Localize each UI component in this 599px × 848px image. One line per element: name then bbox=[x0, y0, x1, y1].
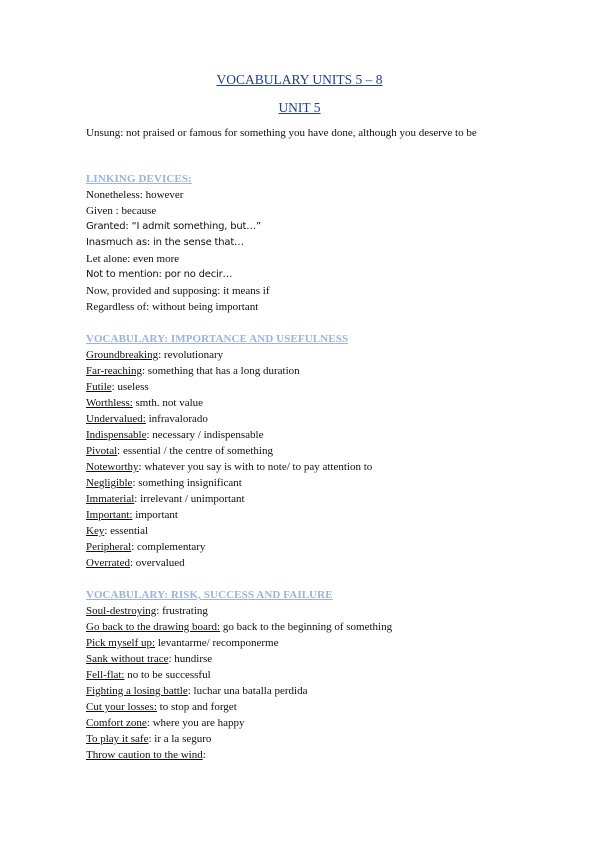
list-item: Now, provided and supposing: it means if bbox=[86, 285, 270, 297]
vocab-definition: important bbox=[132, 509, 178, 521]
vocab-definition: : whatever you say is with to note/ to pay attention to bbox=[138, 461, 373, 473]
list-item bbox=[86, 715, 546, 731]
vocab-definition: : bbox=[202, 749, 206, 761]
list-item: Nonetheless: however bbox=[86, 189, 184, 201]
vocab-definition: : revolutionary bbox=[158, 349, 224, 361]
list-item bbox=[86, 459, 546, 475]
vocab-term: Undervalued: bbox=[86, 413, 146, 425]
vocab-term: Futile bbox=[86, 381, 112, 393]
risk-heading: VOCABULARY: RISK, SUCCESS AND FAILURE bbox=[86, 589, 333, 601]
list-item bbox=[86, 651, 546, 667]
list-item bbox=[86, 395, 546, 411]
list-item: Let alone: even more bbox=[86, 253, 180, 265]
linking-devices-list bbox=[86, 187, 546, 315]
linking-devices-heading: LINKING DEVICES: bbox=[86, 173, 192, 185]
unit-title: UNIT 5 bbox=[278, 100, 321, 115]
list-item bbox=[86, 555, 546, 571]
vocab-definition: : irrelevant / unimportant bbox=[134, 493, 245, 505]
vocab-definition: : ir a la seguro bbox=[148, 733, 212, 745]
list-item: Regardless of: without being important bbox=[86, 301, 259, 313]
vocab-term: Comfort zone bbox=[86, 717, 147, 729]
vocab-definition: : essential bbox=[104, 525, 149, 537]
list-item bbox=[86, 667, 546, 683]
vocab-definition: to stop and forget bbox=[156, 701, 237, 713]
vocab-definition: : hundirse bbox=[168, 653, 213, 665]
vocab-term: Important: bbox=[86, 509, 133, 521]
vocab-term: Fell-flat: bbox=[86, 669, 125, 681]
vocab-definition: go back to the beginning of something bbox=[220, 621, 393, 633]
vocab-term: Far-reaching bbox=[86, 365, 142, 377]
vocab-term: Pick myself up: bbox=[86, 637, 156, 649]
list-item bbox=[86, 491, 546, 507]
vocab-definition: : necessary / indispensable bbox=[146, 429, 264, 441]
list-item bbox=[86, 603, 546, 619]
intro-definition: Unsung: not praised or famous for something you have done, although you deserve to be bbox=[86, 127, 477, 139]
vocab-term: Overrated bbox=[86, 557, 130, 569]
vocab-term: Throw caution to the wind bbox=[86, 749, 203, 761]
vocab-term: Pivotal bbox=[86, 445, 118, 457]
vocab-definition: : complementary bbox=[131, 541, 206, 553]
list-item bbox=[86, 363, 546, 379]
list-item: Given : because bbox=[86, 205, 157, 217]
document-title: VOCABULARY UNITS 5 – 8 bbox=[216, 72, 383, 87]
vocab-term: Immaterial bbox=[86, 493, 135, 505]
vocab-definition: : something insignificant bbox=[132, 477, 242, 489]
list-item bbox=[86, 619, 546, 635]
list-item bbox=[86, 411, 546, 427]
vocab-definition: : something that has a long duration bbox=[141, 365, 300, 377]
vocab-definition: : overvalued bbox=[129, 557, 185, 569]
list-item bbox=[86, 475, 546, 491]
vocab-definition: : luchar una batalla perdida bbox=[187, 685, 308, 697]
vocab-term: Soul-destroying bbox=[86, 605, 157, 617]
importance-list bbox=[86, 347, 546, 571]
vocab-term: Fighting a losing battle bbox=[86, 685, 188, 697]
risk-list bbox=[86, 603, 546, 763]
vocab-term: Peripheral bbox=[86, 541, 132, 553]
vocab-term: Cut your losses: bbox=[86, 701, 157, 713]
vocab-definition: : where you are happy bbox=[146, 717, 245, 729]
vocab-definition: : essential / the centre of something bbox=[117, 445, 273, 457]
list-item bbox=[86, 747, 546, 763]
vocab-term: Negligible bbox=[86, 477, 133, 489]
vocab-term: Key bbox=[86, 525, 105, 537]
vocab-term: Groundbreaking bbox=[86, 349, 159, 361]
list-item bbox=[86, 699, 546, 715]
list-item bbox=[86, 379, 546, 395]
vocab-term: Indispensable bbox=[86, 429, 147, 441]
list-item bbox=[86, 683, 546, 699]
list-item bbox=[86, 635, 546, 651]
list-item: Not to mention: por no decir… bbox=[86, 269, 233, 280]
vocab-definition: levantarme/ recomponerme bbox=[155, 637, 279, 649]
list-item bbox=[86, 347, 546, 363]
list-item bbox=[86, 731, 546, 747]
vocab-definition: no to be successful bbox=[124, 669, 211, 681]
vocab-definition: infravalorado bbox=[145, 413, 208, 425]
list-item: Inasmuch as: in the sense that… bbox=[86, 237, 244, 248]
list-item bbox=[86, 507, 546, 523]
vocab-definition: smth. not value bbox=[132, 397, 204, 409]
list-item bbox=[86, 443, 546, 459]
list-item bbox=[86, 523, 546, 539]
vocab-term: To play it safe bbox=[86, 733, 149, 745]
vocab-definition: : frustrating bbox=[156, 605, 208, 617]
vocab-term: Worthless: bbox=[86, 397, 133, 409]
vocab-definition: : useless bbox=[111, 381, 149, 393]
list-item bbox=[86, 539, 546, 555]
list-item: Granted: “I admit something, but…” bbox=[86, 221, 261, 232]
importance-heading: VOCABULARY: IMPORTANCE AND USEFULNESS bbox=[86, 333, 349, 345]
vocab-term: Sank without trace bbox=[86, 653, 169, 665]
vocab-term: Go back to the drawing board: bbox=[86, 621, 221, 633]
list-item bbox=[86, 427, 546, 443]
vocab-term: Noteworthy bbox=[86, 461, 139, 473]
